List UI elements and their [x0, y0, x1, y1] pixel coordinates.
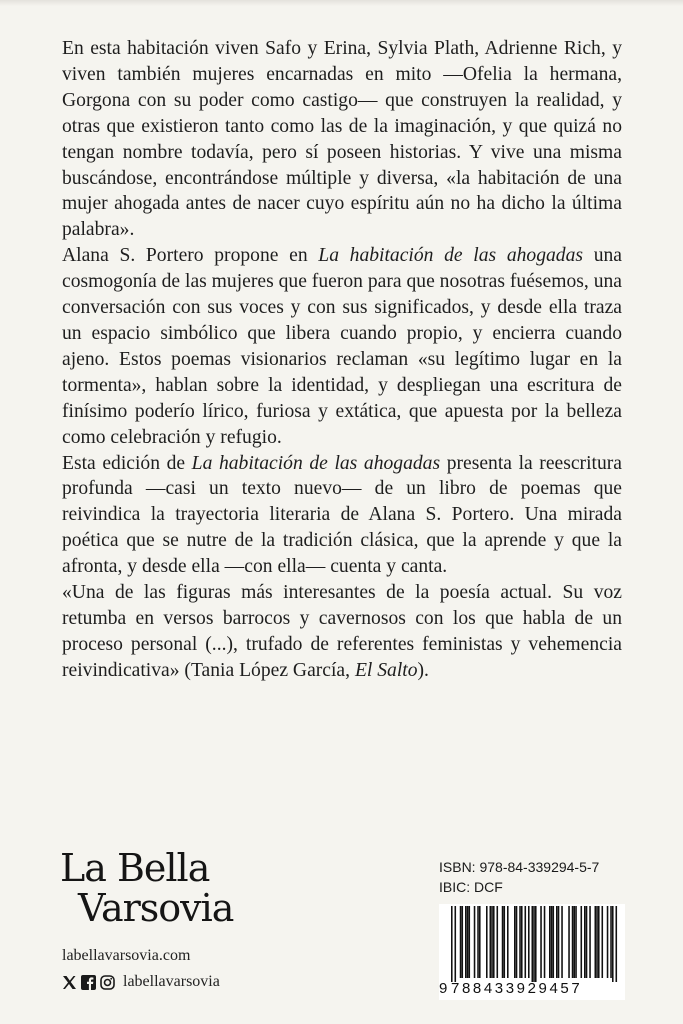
blurb-p3-text-b: presenta la reescritura profunda —casi un texto nuevo— de un libro de poemas que reivindica la trayectoria literaria de Alana S. Portero. Una mirada poética que se nutre de la tradición clásica, que la aprende y que la afronta, y desde ella —con ella— cuenta y canta. — [62, 452, 622, 578]
barcode-bar — [521, 906, 523, 978]
barcode-bar — [535, 906, 537, 982]
barcode-bar — [502, 906, 504, 978]
social-handle[interactable]: labellavarsovia — [123, 973, 220, 990]
barcode-bar — [465, 906, 467, 978]
blurb-p2-text-b: una cosmogonía de las mujeres que fueron para que nosotras fuésemos, una conversación con sus voces y con sus significados, y desde ella traza un espacio simbólico que libera cuando propio, y encierra cuando ajeno. Estos poemas visionarios reclaman «su legítimo lugar en la tormenta», hablan sobre la identidad, y despliegan una escritura de finísimo poderío lírico, furiosa y extática, que apuesta por la belleza como celebración y refugio. — [62, 245, 622, 448]
isbn-block — [439, 857, 599, 897]
barcode-bar — [455, 906, 457, 982]
facebook-icon[interactable] — [81, 975, 96, 990]
barcode-bar — [516, 906, 518, 978]
barcode-bar — [519, 906, 521, 978]
barcode-bar — [544, 906, 546, 978]
barcode-bar — [462, 906, 464, 978]
barcode-bar — [612, 906, 614, 982]
barcode-bar — [616, 906, 618, 982]
barcode-bar — [474, 906, 476, 978]
page-top-edge — [0, 0, 683, 6]
barcode-bar — [528, 906, 530, 978]
barcode-bar — [549, 906, 551, 978]
barcode-bar — [553, 906, 555, 978]
barcode-bar — [486, 906, 488, 978]
barcode-bar — [540, 906, 542, 978]
barcode-bar — [469, 906, 471, 978]
barcode-digits — [439, 980, 625, 1000]
blurb-paragraph-1: En esta habitación viven Safo y Erina, Sylvia Plath, Adrienne Rich, y viven también mujeres encarnadas en mito —Ofelia la hermana, Gorgona con su poder como castigo— que construyen la realidad, y otras que existieron tanto como las de la imaginación, y que quizá no tengan nombre todavía, pero sí poseen historias. Y vive una misma buscándose, encontrándose múltiple y diversa, «la habitación de una mujer ahogada antes de nacer cuyo espíritu aún no ha dicho la última palabra». — [62, 38, 622, 241]
blurb-paragraph-4-quote — [62, 580, 622, 684]
barcode-bar — [572, 906, 574, 978]
logo-line-1: La Bella — [60, 846, 210, 890]
barcode-bar — [490, 906, 492, 978]
isbn-barcode — [439, 904, 625, 1000]
barcode-number: 788433929457 — [451, 980, 583, 997]
barcode-bar — [497, 906, 499, 978]
barcode-bar — [451, 906, 453, 982]
blurb-paragraph-2 — [62, 243, 622, 450]
barcode-bar — [607, 906, 609, 978]
barcode-bar — [507, 906, 509, 978]
barcode-bar — [525, 906, 527, 978]
blurb-p3-text-a: Esta edición de — [62, 452, 192, 474]
isbn-number: ISBN: 978-84-339294-5-7 — [439, 859, 600, 875]
barcode-bar — [556, 906, 558, 978]
barcode-bar — [574, 906, 576, 978]
barcode-lead-digit: 9 — [439, 980, 450, 997]
book-title-italic: La habitación de las ahogadas — [318, 245, 584, 267]
barcode-bar — [610, 906, 612, 978]
barcode-bar — [491, 906, 493, 978]
barcode-bar — [598, 906, 600, 978]
barcode-bar — [602, 906, 604, 978]
quote-source-italic: El Salto — [354, 659, 418, 681]
barcode-bar — [586, 906, 588, 978]
barcode-bar — [504, 906, 506, 978]
barcode-bar — [533, 906, 535, 982]
barcode-bar — [581, 906, 583, 978]
barcode-bar — [596, 906, 598, 978]
barcode-bars — [439, 904, 625, 982]
blurb-p2-text-a: Alana S. Portero propone en — [62, 245, 319, 267]
barcode-bar — [477, 906, 479, 978]
book-title-italic: La habitación de las ahogadas — [191, 452, 441, 474]
blurb-paragraph-3 — [62, 451, 622, 581]
barcode-bar — [595, 906, 597, 978]
barcode-bar — [568, 906, 570, 978]
barcode-bar — [479, 906, 481, 978]
blurb-p4-text-b: ). — [417, 659, 429, 681]
barcode-bar — [584, 906, 586, 978]
barcode-bar — [561, 906, 563, 978]
publisher-website[interactable]: labellavarsovia.com — [62, 947, 191, 964]
barcode-bar — [460, 906, 462, 978]
barcode-bar — [551, 906, 553, 978]
blurb-p4-text-a: «Una de las figuras más interesantes de la poesía actual. Su voz retumba en versos barrocos y cavernosos con los que habla de un proceso personal (...), trufado de referentes feministas y vehemencia reivindicativa» (Tania López García, — [62, 582, 622, 681]
barcode-bar — [558, 906, 560, 978]
barcode-bar — [467, 906, 469, 978]
publisher-logo — [60, 848, 260, 928]
ibic-code: IBIC: DCF — [439, 879, 503, 895]
logo-line-2: Varsovia — [78, 886, 234, 930]
social-links — [62, 971, 220, 993]
x-icon[interactable] — [62, 975, 77, 990]
barcode-bar — [532, 906, 534, 982]
barcode-bar — [575, 906, 577, 978]
back-cover-blurb — [62, 36, 622, 684]
barcode-bar — [493, 906, 495, 978]
instagram-icon[interactable] — [100, 975, 115, 990]
barcode-bar — [514, 906, 516, 978]
barcode-bar — [589, 906, 591, 978]
